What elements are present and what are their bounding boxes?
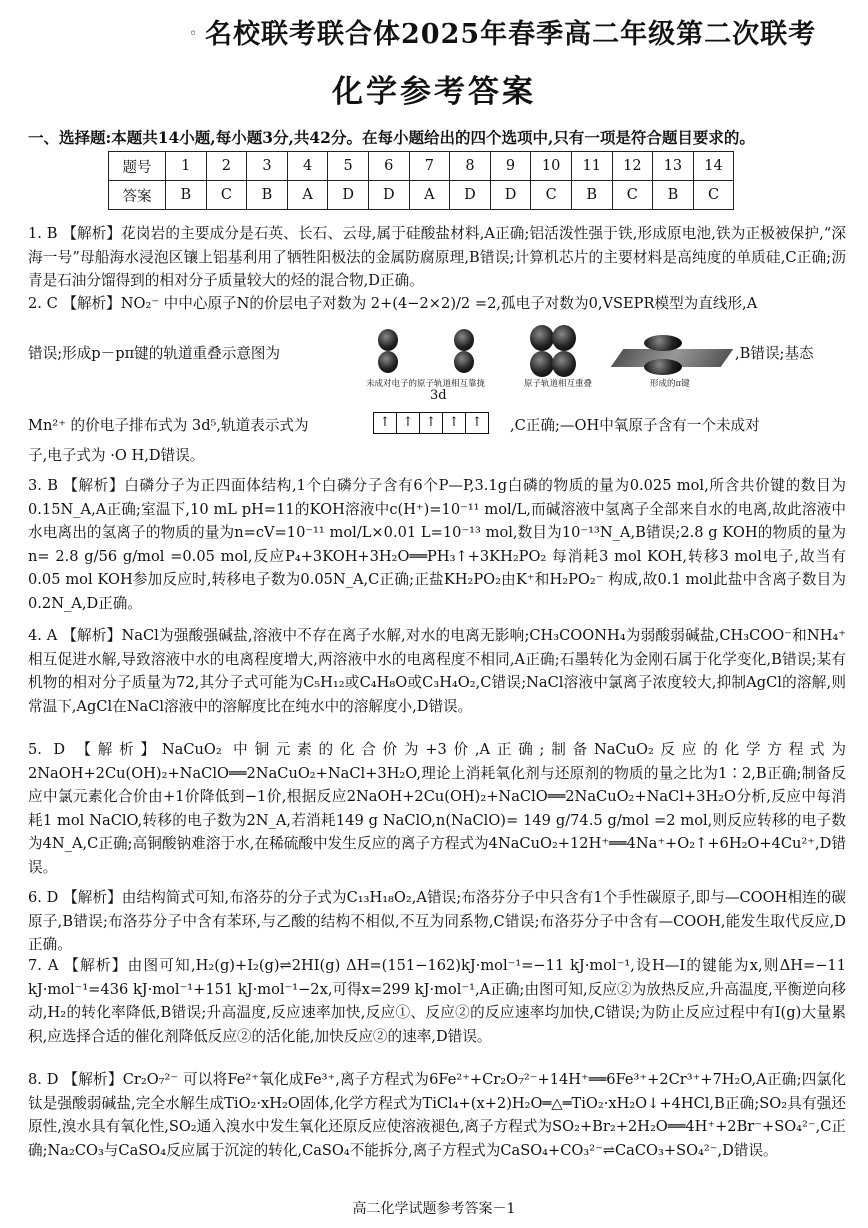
explanation-q2-line3: ,B错误;基态 — [735, 345, 814, 362]
p-orbital-lobe-icon — [454, 351, 474, 373]
answer-cell: A — [287, 181, 328, 210]
table-row-numbers — [109, 152, 734, 181]
page-title: 化学参考答案 — [332, 74, 536, 110]
diagram-caption-3: 形成的π键 — [650, 379, 690, 389]
up-arrow-icon: ↑ — [443, 413, 466, 433]
page-footer: 高二化学试题参考答案－1 — [352, 1201, 516, 1217]
p-orbital-lobe-icon — [454, 329, 474, 351]
explanation-q2-line1: 2. C 【解析】NO₂⁻ 中中心原子N的价层电子对数为 2+(4−2×2)/2 =2,孤电子对数为0,VSEPR模型为直线形,A — [28, 295, 758, 312]
question-number: 12 — [612, 152, 653, 181]
diagram-caption-2: 原子轨道相互重叠 — [524, 379, 593, 389]
orbital-box-diagram — [370, 412, 492, 434]
answer-cell: D — [450, 181, 491, 210]
question-number: 9 — [490, 152, 531, 181]
question-number: 11 — [571, 152, 612, 181]
explanation-q3: 3. B 【解析】白磷分子为正四面体结构,1个白磷分子含有6个P—P,3.1g白磷的物质的量为0.025 mol,所含共价键的数目为0.15N_A,A正确;室温下,10 mL pH=11的KOH溶液中c(H⁺)=10⁻¹¹ mol/L,而碱溶液中氢离子全部来自水的电离,故此溶液中水电离出的氢离子的物质的量为n=cV=10⁻¹¹ mol/L×0.01 L=10⁻¹³ mol,数目为10⁻¹³N_A,B错误;2.8 g KOH的物质的量为n= 2.8 g/56 g/mol =0.05 mol,反应P₄+3KOH+3H₂O══PH₃↑+3KH₂PO₂ 每消耗3 mol KOH,转移3 mol电子,故当有0.05 mol KOH参加反应时,转移电子数为0.05N_A,C正确;正盐KH₂PO₂由K⁺和H₂PO₂⁻ 构成,故0.1 mol此盐中含离子数目为0.2N_A,D正确。 — [28, 477, 846, 612]
explanation-q8: 8. D 【解析】Cr₂O₇²⁻ 可以将Fe²⁺氧化成Fe³⁺,离子方程式为6Fe²⁺+Cr₂O₇²⁻+14H⁺══6Fe³⁺+2Cr³⁺+7H₂O,A正确;四氯化钛是强酸弱碱盐,完全水解生成TiO₂·xH₂O固体,化学方程式为TiCl₄+(x+2)H₂O═△═TiO₂·xH₂O↓+4HCl,B正确;SO₂具有强还原性,溴水具有氧化性,SO₂通入溴水中发生氧化还原反应使溶液褪色,离子方程式为SO₂+Br₂+2H₂O══4H⁺+2Br⁻+SO₄²⁻,C正确;Na₂CO₃与CaSO₄反应属于沉淀的转化,CaSO₄不能拆分,离子方程式为CaSO₄+CO₃²⁻⇌CaCO₃+SO₄²⁻,D错误。 — [28, 1071, 846, 1159]
explanation-q2-line6: 子,电子式为 ·O H,D错误。 — [28, 447, 205, 464]
question-number: 7 — [409, 152, 450, 181]
answer-cell: D — [328, 181, 369, 210]
explanation-q2-line4: Mn²⁺ 的价电子排布式为 3d⁵,轨道表示式为 — [28, 417, 309, 434]
question-number: 6 — [368, 152, 409, 181]
diagram-caption-1: 未成对电子的原子轨道相互靠拢 — [366, 379, 486, 389]
p-orbital-lobe-icon — [530, 351, 554, 377]
explanation-q2-line2: 错误;形成p－pπ键的轨道重叠示意图为 — [28, 345, 281, 362]
header-dot-icon: ◦ — [189, 26, 199, 42]
question-number: 10 — [531, 152, 572, 181]
exam-header — [189, 12, 848, 51]
answer-cell: C — [531, 181, 572, 210]
question-number: 8 — [450, 152, 491, 181]
answer-cell: D — [490, 181, 531, 210]
explanation-q2-line5: ,C正确;—OH中氧原子含有一个未成对 — [510, 417, 760, 434]
orbital-3d-label: 3d — [430, 388, 447, 403]
row-label-answer: 答案 — [109, 181, 166, 210]
pi-bond-lobe-icon — [644, 335, 682, 351]
question-number: 13 — [653, 152, 694, 181]
explanation-q4: 4. A 【解析】NaCl为强酸强碱盐,溶液中不存在离子水解,对水的电离无影响;CH₃COONH₄为弱酸弱碱盐,CH₃COO⁻和NH₄⁺相互促进水解,导致溶液中水的电离程度增大,两溶液中水的电离程度不相同,A正确;石墨转化为金刚石属于化学变化,B错误;某有机物的相对分子质量为72,其分子式可能为C₅H₁₂或C₄H₈O或C₃H₄O₂,C错误;NaCl溶液中氯离子浓度较大,抑制AgCl的溶解,则常温下,AgCl在NaCl溶液中的溶解度比在纯水中的溶解度小,D错误。 — [28, 627, 846, 715]
question-number: 1 — [166, 152, 207, 181]
answer-cell: A — [409, 181, 450, 210]
p-orbital-lobe-icon — [530, 325, 554, 351]
p-orbital-lobe-icon — [552, 351, 576, 377]
explanation-q7: 7. A 【解析】由图可知,H₂(g)+I₂(g)⇌2HI(g) ΔH=(151−162)kJ·mol⁻¹=−11 kJ·mol⁻¹,设H—I的键能为x,则ΔH=−11 kJ·mol⁻¹=436 kJ·mol⁻¹+151 kJ·mol⁻¹−2x,可得x=299 kJ·mol⁻¹,A正确;由图可知,反应②为放热反应,升高温度,平衡逆向移动,H₂的转化率降低,B错误;升高温度,反应速率加快,反应①、反应②的反应速率均加快,C错误;为防止反应过程中有I(g)大量累积,应选择合适的催化剂降低反应②的活化能,加快反应②的速率,D错误。 — [28, 957, 846, 1045]
pi-bond-orbital-diagram — [366, 321, 772, 389]
header-title: 名校联考联合体2025年春季高二年级第二次联考 — [205, 19, 817, 50]
question-number: 3 — [247, 152, 288, 181]
up-arrow-icon: ↑ — [374, 413, 397, 433]
answer-cell: D — [368, 181, 409, 210]
answer-table — [108, 151, 734, 210]
question-number: 2 — [206, 152, 247, 181]
pi-bond-lobe-icon — [644, 359, 682, 375]
question-number: 14 — [693, 152, 734, 181]
explanation-q1: 1. B 【解析】花岗岩的主要成分是石英、长石、云母,属于硅酸盐材料,A正确;铝活泼性强于铁,形成原电池,铁为正极被保护,“深海一号”母船海水浸泡区镶上铝基利用了牺牲阳极法的金属防腐原理,B错误;计算机芯片的主要材料是高纯度的单质硅,C正确;沥青是石油分馏得到的相对分子质量较大的烃的混合物,D正确。 — [28, 225, 846, 289]
answer-cell: C — [693, 181, 734, 210]
up-arrow-icon: ↑ — [420, 413, 443, 433]
question-number: 4 — [287, 152, 328, 181]
p-orbital-lobe-icon — [378, 329, 398, 351]
answer-cell: C — [206, 181, 247, 210]
up-arrow-icon: ↑ — [471, 415, 483, 430]
table-row-answers — [109, 181, 734, 210]
explanation-q5: 5. D 【解析】NaCuO₂ 中铜元素的化合价为+3价,A正确;制备NaCuO₂反应的化学方程式为2NaOH+2Cu(OH)₂+NaClO══2NaCuO₂+NaCl+3H₂O,理论上消耗氧化剂与还原剂的物质的量之比为1∶2,B正确;制备反应中氯元素化合价由+1价降低到−1价,根据反应2NaOH+2Cu(OH)₂+NaClO══2NaCuO₂+NaCl+3H₂O分析,反应中每消耗1 mol NaClO,转移的电子数为2N_A,若消耗149 g NaClO,n(NaClO)= 149 g/74.5 g/mol =2 mol,则反应转移的电子数为4N_A,C正确;高铜酸钠难溶于水,在稀硫酸中发生反应的离子方程式为4NaCuO₂+12H⁺══4Na⁺+O₂↑+6H₂O+4Cu²⁺,D错误。 — [28, 741, 846, 876]
answer-cell: B — [166, 181, 207, 210]
answer-cell: C — [612, 181, 653, 210]
section-heading: 一、选择题:本题共14小题,每小题3分,共42分。在每小题给出的四个选项中,只有一项是符合题目要求的。 — [28, 128, 755, 147]
question-number: 5 — [328, 152, 369, 181]
p-orbital-lobe-icon — [552, 325, 576, 351]
answer-cell: B — [653, 181, 694, 210]
up-arrow-icon: ↑ — [397, 413, 420, 433]
answer-cell: B — [571, 181, 612, 210]
row-label-number: 题号 — [109, 152, 166, 181]
p-orbital-lobe-icon — [378, 351, 398, 373]
answer-cell: B — [247, 181, 288, 210]
explanation-q6: 6. D 【解析】由结构简式可知,布洛芬的分子式为C₁₃H₁₈O₂,A错误;布洛芬分子中只含有1个手性碳原子,即与—COOH相连的碳原子,B错误;布洛芬分子中含有苯环,与乙酸的结构不相似,不互为同系物,C错误;布洛芬分子中含有—COOH,能发生取代反应,D正确。 — [28, 889, 846, 953]
